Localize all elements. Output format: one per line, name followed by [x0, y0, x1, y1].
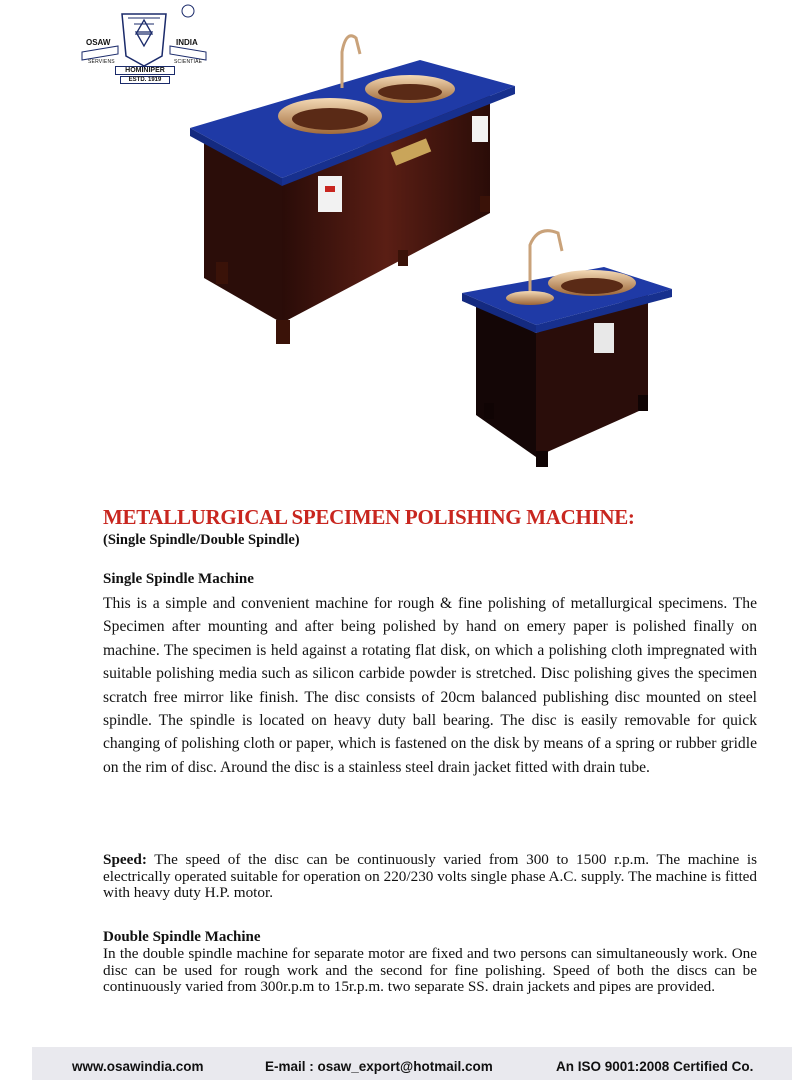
footer-bar — [32, 1047, 792, 1080]
page-title: METALLURGICAL SPECIMEN POLISHING MACHINE: — [103, 505, 635, 529]
logo-right-text: INDIA — [176, 38, 198, 47]
single-spindle-heading: Single Spindle Machine — [103, 571, 254, 587]
logo-motto-right: SCIENTIAE — [174, 59, 203, 65]
logo-left-text: OSAW — [86, 38, 111, 47]
speed-paragraph — [103, 852, 757, 902]
speed-text: The speed of the disc can be continuously varied from 300 to 1500 r.p.m. The machine is electrically operated suitable for operation on 220/230 volts single phase A.C. supply. The machine is fitted with heavy duty H.P. motor. — [103, 851, 757, 902]
footer-certification: An ISO 9001:2008 Certified Co. — [556, 1059, 754, 1074]
footer-website-link[interactable]: www.osawindia.com — [72, 1059, 204, 1074]
double-spindle-heading: Double Spindle Machine — [103, 929, 261, 945]
logo-established: ESTD. 1919 — [120, 76, 170, 84]
company-logo — [78, 4, 208, 86]
footer-email-link[interactable]: E-mail : osaw_export@hotmail.com — [265, 1059, 493, 1074]
page-subtitle: (Single Spindle/Double Spindle) — [103, 532, 300, 548]
logo-motto-left: SERVIENS — [88, 59, 115, 65]
double-spindle-description: In the double spindle machine for separate motor are fixed and two persons can simultaneously work. One disc can be used for rough work and the second for fine polishing. Speed of both the discs can be continuously varied from 300r.p.m to 15r.p.m. two separate SS. drain jackets and pipes are provided. — [103, 945, 757, 996]
logo-banner: HOMINIPER — [115, 66, 175, 75]
speed-label: Speed: — [103, 851, 147, 868]
single-spindle-machine-image — [458, 225, 678, 470]
single-spindle-description: This is a simple and convenient machine for rough & fine polishing of metallurgical specimens. The Specimen after mounting and after being polished by hand on emery paper is polished finally on machine. The specimen is held against a rotating flat disk, on which a polishing cloth impregnated with suitable polishing media such as silicon carbide powder is stretched. Disc polishing gives the specimen scratch free mirror like finish. The disc consists of 20cm balanced publishing disc mounted on steel spindle. The spindle is located on heavy duty ball bearing. The disc is easily removable for quick changing of polishing cloth or paper, which is fastened on the disk by means of a spring or rubber gridle on the rim of disc. Around the disc is a stainless steel drain jacket fitted with drain tube. — [103, 595, 757, 776]
